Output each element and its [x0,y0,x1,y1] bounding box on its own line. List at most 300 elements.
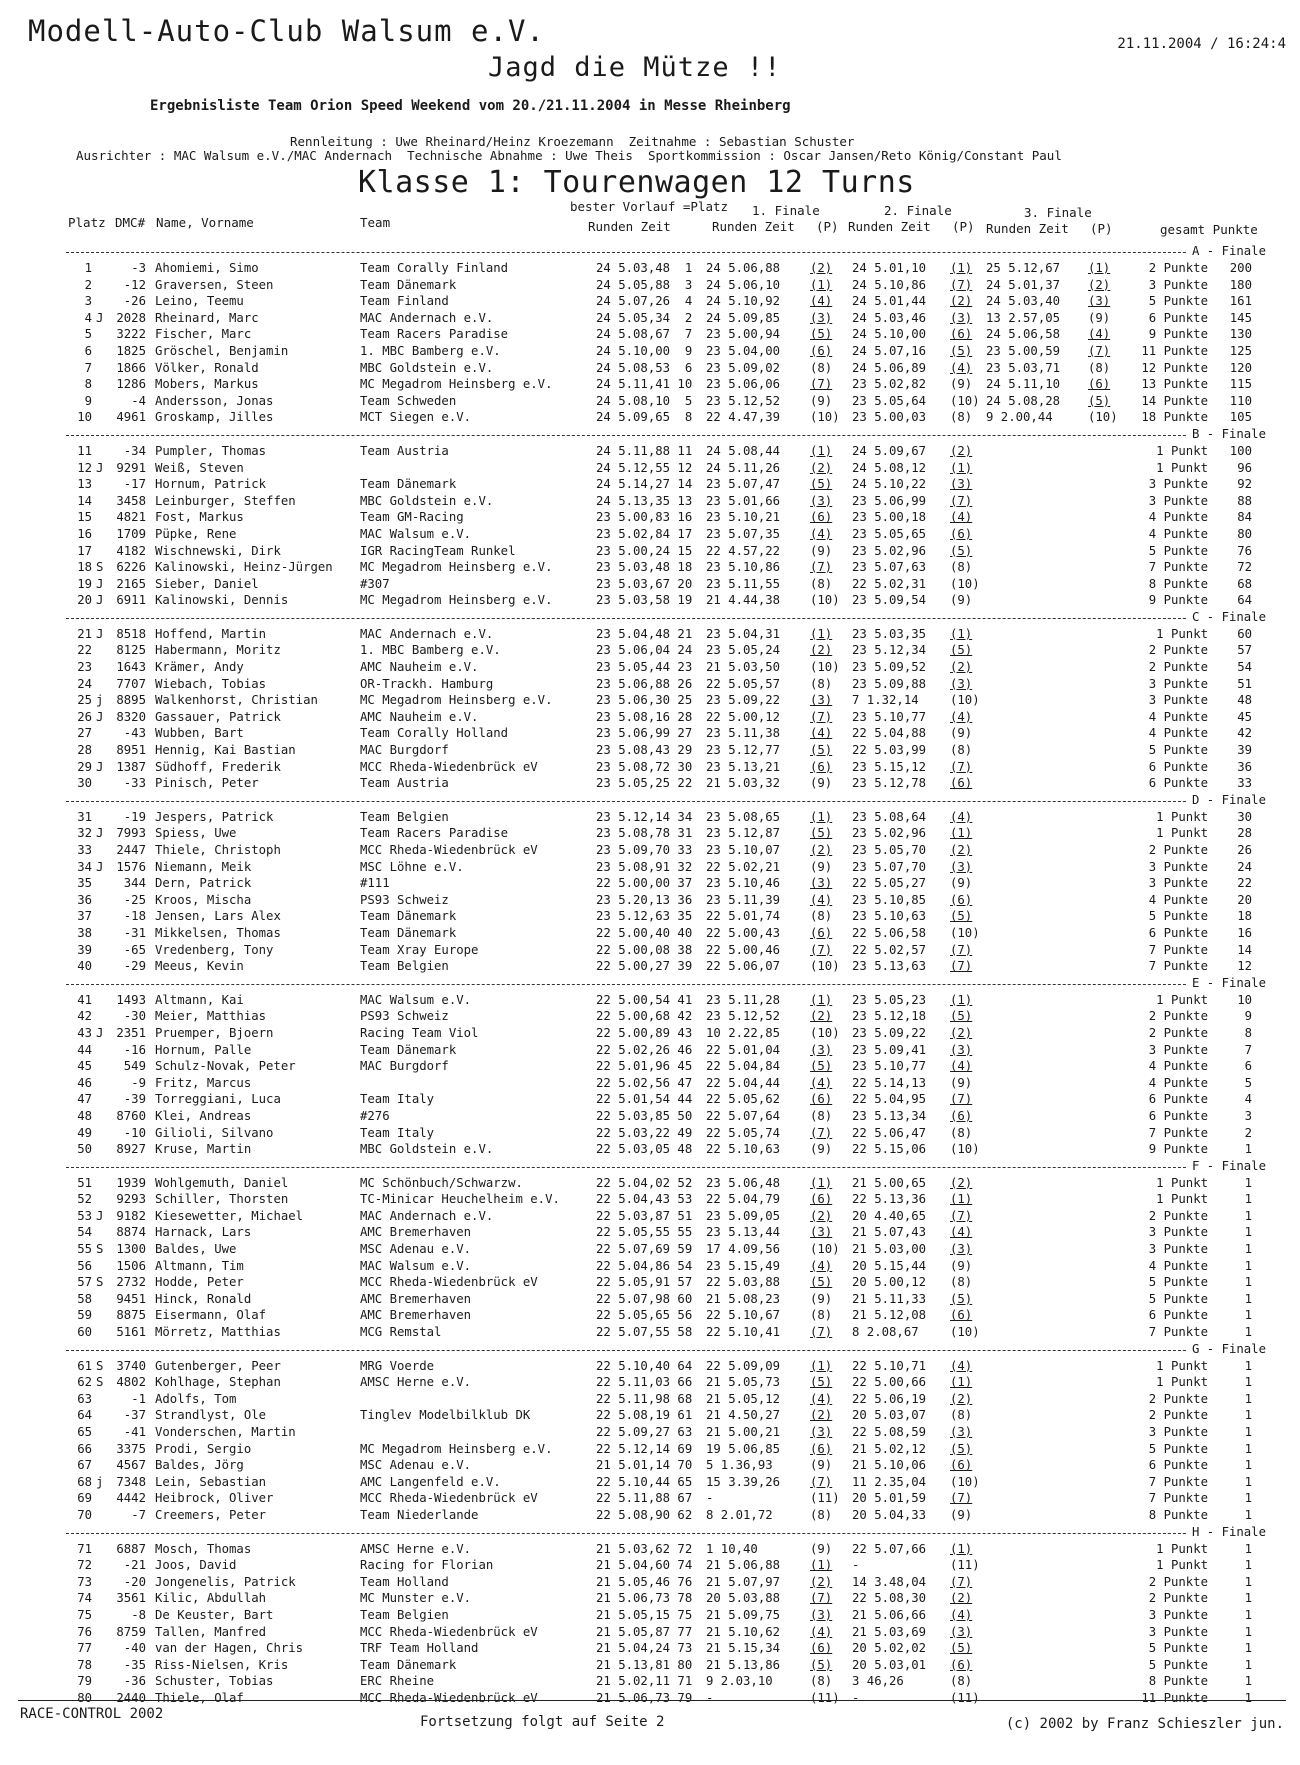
cell-points: 4 Punkte [1148,526,1208,541]
cell-total-points: 36 [1237,759,1252,774]
cell-team: AMSC Herne e.V. [360,1375,472,1390]
cell-total-points: 48 [1237,693,1252,708]
cell-final2-pos: (3) [950,1042,973,1057]
cell-team: #111 [360,876,390,891]
cell-dmc: 1643 [116,660,146,675]
cell-total-points: 39 [1237,743,1252,758]
group-separator [0,427,1300,444]
cell-flag: S [96,560,104,575]
cell-total-points: 1 [1244,1225,1252,1240]
cell-place: 19 [77,576,92,591]
cell-place: 26 [77,709,92,724]
cell-dmc: 4567 [116,1458,146,1473]
cell-points: 9 Punkte [1148,327,1208,342]
cell-total-points: 22 [1237,876,1252,891]
cell-final2-result: 8 2.08,67 [852,1325,919,1340]
cell-team: PS93 Schweiz [360,892,449,907]
cell-final1-result: 23 5.01,66 [706,493,781,508]
cell-points: 3 Punkte [1148,477,1208,492]
cell-name: Mörretz, Matthias [155,1325,281,1340]
cell-final2-pos: (3) [950,310,973,325]
cell-flag: J [96,709,104,724]
cell-final3-result: 13 2.57,05 [986,310,1061,325]
cell-dmc: -29 [123,959,146,974]
cell-flag: j [96,693,104,708]
cell-name: Jensen, Lars Alex [155,909,281,924]
col-total: gesamt Punkte [1160,222,1258,237]
cell-final1-result: 22 5.10,41 [706,1325,781,1340]
table-row [0,1641,1300,1658]
cell-final1-result: 22 5.05,62 [706,1092,781,1107]
table-row [0,1408,1300,1425]
cell-final1-result: 17 4.09,56 [706,1242,781,1257]
cell-final1-result: 21 5.13,86 [706,1657,781,1672]
cell-points: 1 Punkt [1156,1175,1208,1190]
cell-final1-pos: (3) [810,1042,833,1057]
cell-final2-pos: (8) [950,743,973,758]
cell-total-points: 1 [1244,1558,1252,1573]
cell-final1-result: 22 5.00,43 [706,925,781,940]
cell-final2-result: - [852,1690,860,1705]
cell-total-points: 1 [1244,1391,1252,1406]
cell-name: Lein, Sebastian [155,1474,267,1489]
cell-best-heat: 22 5.03,87 51 [596,1208,693,1223]
cell-dmc: -4 [131,393,146,408]
cell-final2-result: 23 5.02,82 [852,377,927,392]
cell-final2-pos: (9) [950,726,973,741]
cell-best-heat: 22 5.08,90 62 [596,1507,693,1522]
cell-final2-pos: (6) [950,1108,973,1123]
separator-line [66,801,1226,802]
cell-dmc: -16 [123,1042,146,1057]
cell-final2-result: 11 2.35,04 [852,1474,927,1489]
cell-points: 7 Punkte [1148,1491,1208,1506]
group-separator [0,793,1300,810]
cell-final1-result: 22 4.57,22 [706,543,781,558]
cell-place: 43 [77,1025,92,1040]
cell-final1-result: 15 3.39,26 [706,1474,781,1489]
cell-place: 23 [77,660,92,675]
cell-final1-result: 23 5.12,52 [706,393,781,408]
cell-place: 3 [84,294,92,309]
cell-team: MRG Voerde [360,1358,435,1373]
cell-name: Thiele, Christoph [155,843,281,857]
cell-final1-result: 23 5.11,38 [706,726,781,741]
cell-dmc: 7348 [116,1474,146,1489]
cell-flag: J [96,576,104,591]
cell-name: Schiller, Thorsten [155,1192,289,1207]
cell-final1-pos: (4) [810,726,833,741]
cell-points: 3 Punkte [1148,1242,1208,1257]
cell-place: 69 [77,1491,92,1506]
cell-final2-result: 20 5.00,12 [852,1275,927,1290]
cell-final2-result: 21 5.03,00 [852,1242,927,1257]
cell-name: Wubben, Bart [155,726,244,741]
cell-final2-pos: (10) [950,1474,980,1489]
cell-final1-pos: (3) [810,876,833,891]
cell-total-points: 1 [1244,1375,1252,1390]
cell-final1-result: 23 5.11,39 [706,892,781,907]
cell-final1-pos: (9) [810,859,833,874]
cell-final2-result: 23 5.09,54 [852,593,927,608]
cell-final1-result: 23 5.12,87 [706,826,781,841]
cell-place: 75 [77,1607,92,1622]
cell-place: 71 [77,1541,92,1556]
table-row [0,1425,1300,1442]
cell-final1-pos: (8) [810,1674,833,1689]
cell-dmc: -40 [123,1641,146,1656]
cell-team: MAC Burgdorf [360,1059,449,1074]
cell-final1-pos: (5) [810,826,833,841]
cell-final2-result: 23 5.10,85 [852,892,927,907]
group-separator [0,1159,1300,1176]
cell-name: Tallen, Manfred [155,1624,267,1639]
cell-points: 7 Punkte [1148,959,1208,974]
cell-dmc: 4182 [116,543,146,558]
cell-place: 61 [77,1358,92,1373]
table-row [0,660,1300,677]
cell-name: Gilioli, Silvano [155,1125,274,1140]
cell-best-heat: 22 5.05,55 55 [596,1225,693,1240]
cell-final1-result: 22 5.06,07 [706,959,781,974]
cell-final2-result: 23 5.13,34 [852,1108,927,1123]
cell-final1-result: 23 5.10,07 [706,843,781,857]
cell-final1-result: 22 5.04,84 [706,1059,781,1074]
cell-best-heat: 24 5.11,88 11 [596,443,693,458]
cell-best-heat: 23 5.05,25 22 [596,776,693,791]
table-row [0,1176,1300,1193]
cell-best-heat: 22 5.04,86 54 [596,1258,693,1273]
cell-final2-result: 23 5.02,96 [852,826,927,841]
cell-final1-pos: (10) [810,660,840,675]
cell-team: MC Megadrom Heinsberg e.V. [360,377,553,392]
cell-final2-pos: (5) [950,343,973,358]
cell-final1-pos: (6) [810,1641,833,1656]
table-row [0,1475,1300,1492]
cell-final1-result: 21 5.05,73 [706,1375,781,1390]
cell-points: 3 Punkte [1148,493,1208,508]
cell-place: 6 [84,343,92,358]
cell-best-heat: 22 5.00,00 37 [596,876,693,891]
separator-line [66,1167,1226,1168]
cell-name: Fischer, Marc [155,327,252,342]
cell-final2-pos: (10) [950,393,980,408]
cell-best-heat: 23 5.08,43 29 [596,743,693,758]
cell-final3-result: 23 5.00,59 [986,343,1061,358]
cell-best-heat: 22 5.02,26 46 [596,1042,693,1057]
cell-best-heat: 23 5.20,13 36 [596,892,693,907]
cell-final1-pos: (8) [810,360,833,375]
cell-name: Baldes, Jörg [155,1458,244,1473]
cell-dmc: -39 [123,1092,146,1107]
table-row [0,710,1300,727]
cell-final1-result: 23 5.11,28 [706,992,781,1007]
cell-final2-result: 21 5.11,33 [852,1291,927,1306]
cell-total-points: 1 [1244,1591,1252,1606]
table-row [0,1026,1300,1043]
cell-team: MBC Goldstein e.V. [360,1142,494,1157]
cell-place: 50 [77,1142,92,1157]
cell-total-points: 68 [1237,576,1252,591]
cell-best-heat: 22 5.00,68 42 [596,1009,693,1024]
cell-points: 5 Punkte [1148,1275,1208,1290]
cell-total-points: 1 [1244,1291,1252,1306]
results-table [0,244,1300,1708]
cell-final1-result: 22 5.01,04 [706,1042,781,1057]
cell-place: 66 [77,1441,92,1456]
cell-best-heat: 24 5.08,53 6 [596,360,693,375]
cell-team: Team Dänemark [360,925,457,940]
cell-final1-pos: (4) [810,892,833,907]
table-row [0,1076,1300,1093]
cell-best-heat: 22 5.00,27 39 [596,959,693,974]
cell-team: AMC Bremerhaven [360,1291,472,1306]
cell-total-points: 200 [1229,261,1252,275]
table-row [0,1542,1300,1559]
cell-points: 3 Punkte [1148,876,1208,891]
cell-final1-result: 22 5.04,44 [706,1075,781,1090]
cell-team: Team Belgien [360,809,449,824]
cell-total-points: 16 [1237,925,1252,940]
cell-points: 2 Punkte [1148,660,1208,675]
cell-final2-result: 23 5.07,70 [852,859,927,874]
cell-final2-result: 21 5.03,69 [852,1624,927,1639]
cell-final2-result: 20 5.03,01 [852,1657,927,1672]
cell-final3-pos: (2) [1088,277,1111,292]
cell-final1-result: 24 5.06,10 [706,277,781,292]
cell-best-heat: 21 5.04,60 74 [596,1558,693,1573]
cell-place: 5 [84,327,92,342]
table-row [0,1442,1300,1459]
col-name: Name, Vorname [156,215,254,230]
cell-final1-pos: (1) [810,1175,833,1190]
cell-final1-result: 23 5.10,21 [706,510,781,525]
cell-total-points: 7 [1244,1042,1252,1057]
cell-flag: J [96,460,104,475]
cell-final2-result: 23 5.08,64 [852,809,927,824]
cell-final2-pos: (7) [950,1092,973,1107]
cell-best-heat: 22 5.01,96 45 [596,1059,693,1074]
cell-final2-result: 21 5.00,65 [852,1175,927,1190]
cell-points: 2 Punkte [1148,1574,1208,1589]
cell-name: Gröschel, Benjamin [155,343,289,358]
cell-best-heat: 24 5.12,55 12 [596,460,693,475]
cell-name: Harnack, Lars [155,1225,252,1240]
cell-team: Team Dänemark [360,277,457,292]
cell-final1-pos: (10) [810,410,840,425]
cell-final1-result: 23 5.15,49 [706,1258,781,1273]
cell-points: 3 Punkte [1148,859,1208,874]
table-row [0,344,1300,361]
cell-name: Pruemper, Bjoern [155,1025,274,1040]
cell-final2-pos: (3) [950,1624,973,1639]
table-row [0,1575,1300,1592]
col-final-1: 1. Finale [752,203,820,218]
cell-final1-pos: (6) [810,510,833,525]
cell-final2-result: 24 5.08,12 [852,460,927,475]
cell-team: MC Schönbuch/Schwarzw. [360,1175,523,1190]
cell-points: 2 Punkte [1148,1025,1208,1040]
cell-place: 24 [77,676,92,691]
cell-place: 62 [77,1375,92,1390]
cell-final1-result: 21 5.00,21 [706,1425,781,1439]
cell-place: 55 [77,1242,92,1257]
cell-best-heat: 23 5.03,67 20 [596,576,693,591]
cell-name: Kalinowski, Dennis [155,593,289,608]
group-separator [0,610,1300,627]
cell-name: Kiesewetter, Michael [155,1208,304,1223]
cell-final1-result: 8 2.01,72 [706,1507,773,1522]
cell-name: De Keuster, Bart [155,1607,274,1622]
group-label: G - Finale [1188,1342,1266,1356]
cell-best-heat: 23 5.06,99 27 [596,726,693,741]
cell-final2-pos: (8) [950,410,973,425]
cell-final2-pos: (8) [950,1408,973,1423]
table-row [0,1508,1300,1525]
cell-final1-pos: (1) [810,809,833,824]
cell-place: 14 [77,493,92,508]
cell-final1-pos: (1) [810,1558,833,1573]
class-title: Klasse 1: Tourenwagen 12 Turns [358,165,915,200]
cell-final2-pos: (5) [950,1291,973,1306]
cell-points: 1 Punkt [1156,1558,1208,1573]
cell-final1-pos: (2) [810,1574,833,1589]
table-row [0,1658,1300,1675]
cell-final3-result: 24 5.08,28 [986,393,1061,408]
cell-final2-pos: (8) [950,560,973,575]
cell-best-heat: 23 5.08,16 28 [596,709,693,724]
cell-final1-result: 22 5.07,64 [706,1108,781,1123]
cell-total-points: 1 [1244,1358,1252,1373]
cell-final1-pos: (8) [810,1308,833,1323]
cell-total-points: 51 [1237,676,1252,691]
table-row [0,1558,1300,1575]
cell-name: Gassauer, Patrick [155,709,281,724]
staff-line-2: Ausrichter : MAC Walsum e.V./MAC Andernach Technische Abnahme : Uwe Theis Sportkommission : Oscar Jansen/Reto König/Constant Paul [76,148,1062,163]
cell-points: 2 Punkte [1148,643,1208,658]
cell-final2-pos: (5) [950,1641,973,1656]
cell-place: 49 [77,1125,92,1140]
cell-final2-result: 22 5.06,47 [852,1125,927,1140]
cell-final1-result: 21 5.05,12 [706,1391,781,1406]
cell-name: Dern, Patrick [155,876,252,891]
table-row [0,1325,1300,1342]
table-row [0,1242,1300,1259]
table-row [0,327,1300,344]
cell-final2-pos: (11) [950,1690,980,1705]
cell-final1-pos: (1) [810,992,833,1007]
cell-best-heat: 23 5.06,30 25 [596,693,693,708]
table-row [0,843,1300,860]
cell-final1-result: 23 5.09,22 [706,693,781,708]
cell-final1-result: 9 2.03,10 [706,1674,773,1689]
cell-best-heat: 22 5.05,65 56 [596,1308,693,1323]
cell-points: 11 Punkte [1141,343,1208,358]
table-row [0,560,1300,577]
cell-dmc: 4821 [116,510,146,525]
cell-final1-pos: (5) [810,1375,833,1390]
cell-name: Groskamp, Jilles [155,410,274,425]
cell-name: Heibrock, Oliver [155,1491,274,1506]
separator-line [66,1533,1226,1534]
cell-points: 9 Punkte [1148,593,1208,608]
cell-total-points: 1 [1244,1607,1252,1622]
cell-final2-pos: (9) [950,876,973,891]
cell-final2-result: 24 5.06,89 [852,360,927,375]
cell-points: 7 Punkte [1148,560,1208,575]
cell-name: Mobers, Markus [155,377,259,392]
cell-points: 1 Punkt [1156,1192,1208,1207]
table-row [0,943,1300,960]
table-row [0,510,1300,527]
group-separator [0,1525,1300,1542]
cell-best-heat: 23 5.09,70 33 [596,843,693,857]
cell-final1-pos: (6) [810,1441,833,1456]
cell-best-heat: 24 5.05,34 2 [596,310,693,325]
cell-dmc: 4442 [116,1491,146,1506]
cell-name: Riss-Nielsen, Kris [155,1657,289,1672]
cell-points: 8 Punkte [1148,1674,1208,1689]
cell-name: Andersson, Jonas [155,393,274,408]
cell-final3-result: 24 5.06,58 [986,327,1061,342]
cell-flag: S [96,1275,104,1290]
cell-best-heat: 21 5.05,46 76 [596,1574,693,1589]
cell-final2-pos: (6) [950,1657,973,1672]
table-row [0,760,1300,777]
cell-final1-result: 23 5.06,06 [706,377,781,392]
cell-team: MSC Adenau e.V. [360,1458,472,1473]
cell-name: Spiess, Uwe [155,826,237,841]
cell-total-points: 45 [1237,709,1252,724]
cell-final2-pos: (11) [950,1558,980,1573]
cell-best-heat: 23 5.03,58 19 [596,593,693,608]
cell-name: Hoffend, Martin [155,626,267,641]
cell-place: 9 [84,393,92,408]
cell-place: 2 [84,277,92,292]
cell-dmc: 6226 [116,560,146,575]
cell-dmc: 3458 [116,493,146,508]
cell-total-points: 145 [1229,310,1252,325]
cell-final2-result: 23 5.05,64 [852,393,927,408]
table-row [0,826,1300,843]
cell-final2-result: 23 5.05,23 [852,992,927,1007]
cell-dmc: -21 [123,1558,146,1573]
cell-best-heat: 21 5.05,87 77 [596,1624,693,1639]
cell-final1-pos: (4) [810,1624,833,1639]
cell-final1-pos: (2) [810,1009,833,1024]
cell-final1-pos: (7) [810,560,833,575]
cell-place: 25 [77,693,92,708]
cell-final1-result: 21 5.08,23 [706,1291,781,1306]
group-separator [0,244,1300,261]
cell-final2-pos: (8) [950,1275,973,1290]
cell-final2-pos: (2) [950,1591,973,1606]
cell-final2-pos: (7) [950,1574,973,1589]
cell-total-points: 96 [1237,460,1252,475]
cell-best-heat: 21 5.03,62 72 [596,1541,693,1556]
cell-flag: J [96,759,104,774]
cell-final1-pos: (7) [810,709,833,724]
cell-place: 27 [77,726,92,741]
cell-final2-result: 24 5.10,00 [852,327,927,342]
table-row [0,1591,1300,1608]
cell-best-heat: 23 5.00,83 16 [596,510,693,525]
cell-best-heat: 22 5.02,56 47 [596,1075,693,1090]
cell-final2-result: 21 5.02,12 [852,1441,927,1456]
cell-total-points: 1 [1244,1441,1252,1456]
cell-flag: j [96,1474,104,1489]
cell-final1-result: 23 5.06,48 [706,1175,781,1190]
